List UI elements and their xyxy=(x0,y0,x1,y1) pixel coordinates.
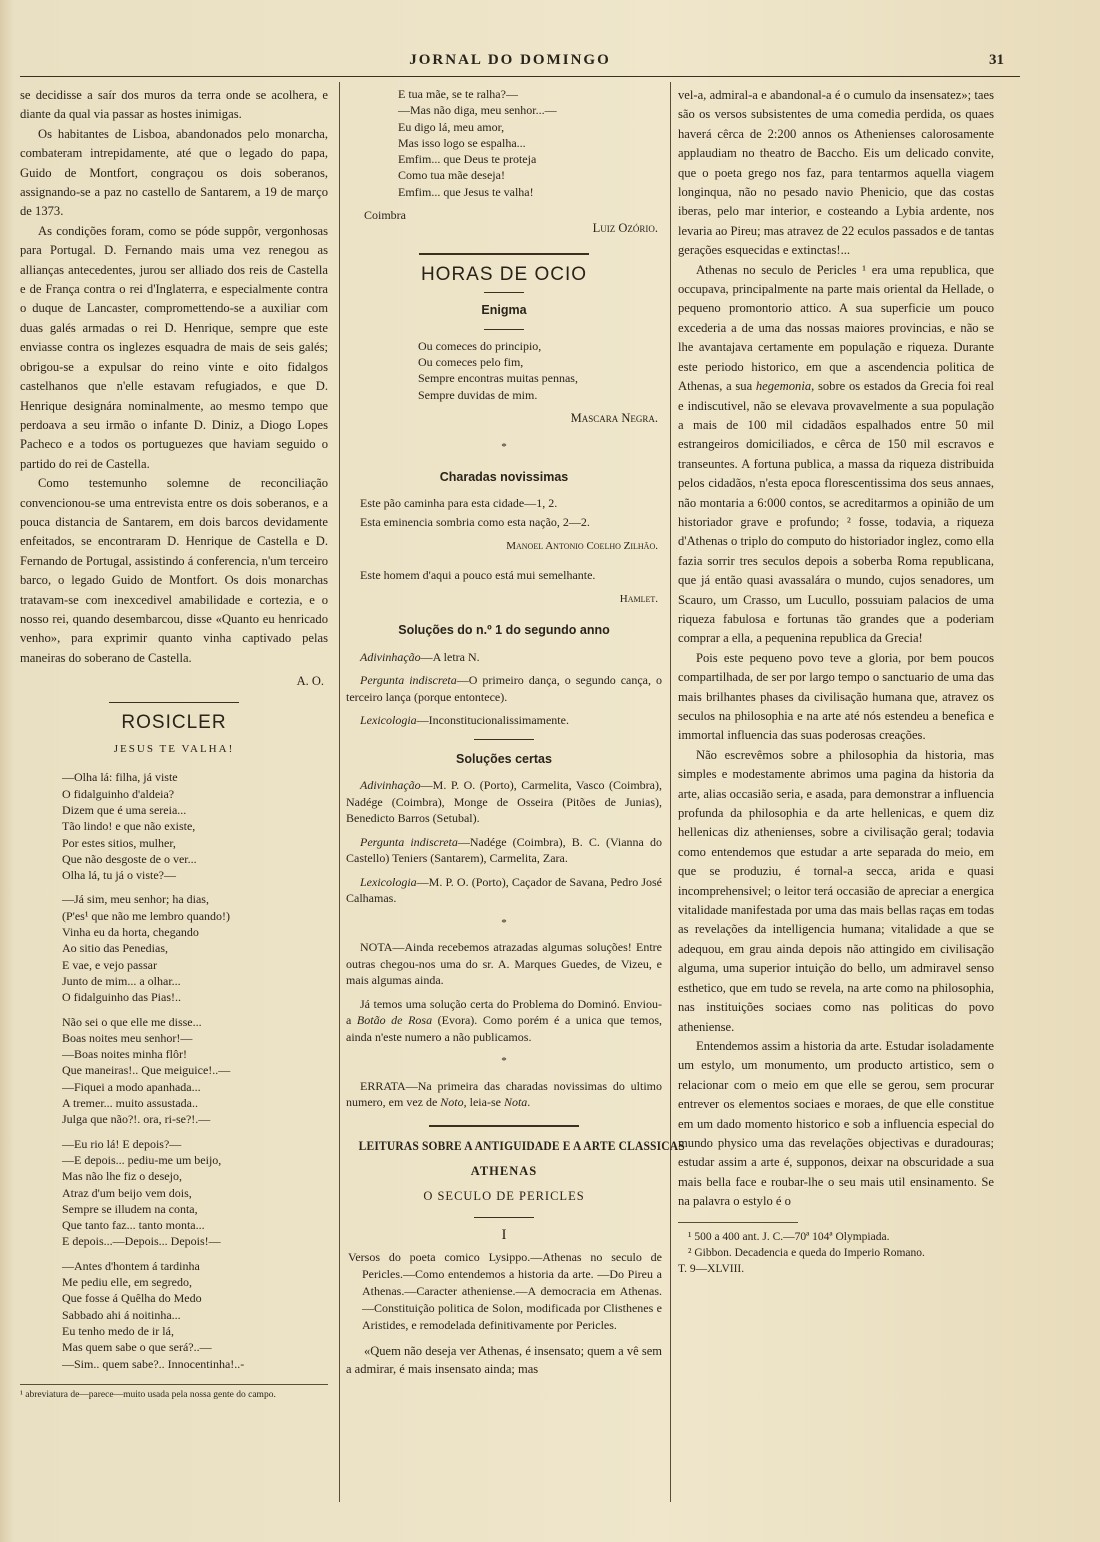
verse-line: —Sim.. quem sabe?.. Innocentinha!..- xyxy=(62,1356,245,1371)
poem-stanza xyxy=(20,769,328,883)
section-title: HORAS DE OCIO xyxy=(420,263,588,285)
column-2 xyxy=(346,86,685,1378)
paragraph: vel-a, admiral-a e abandonal-a é o cumulo da insensatez»; taes são os versos subsistentes de uma comedia perdida, os quaes haverá cêrca de 2:200 annos os Athenienses calorosamente applaudiam no theatro de Baccho. Eis um delicado convite, que o poeta grego nos faz, para tentarmos aquella viagem longinqua, não no pesado navio Phenicio, que das costas iberas, pelo mar interior, e costeando a Lybia ardente, nos levaria ao Pireu; mas atravez de 22 eculos passados e de tantas gerações esquecidas e extinctas!... xyxy=(678,88,994,258)
paragraph: se decidisse a saír dos muros da terra onde se acolhera, e diante da qual via passar as hostes inimigas. xyxy=(20,88,328,122)
verse-line: Olha lá, tu já o viste?— xyxy=(62,868,176,883)
article-subtitle-2: O SECULO DE PERICLES xyxy=(423,1189,585,1204)
verse-line: E tua mãe, se te ralha?— xyxy=(398,87,518,101)
verse-line: —Mas não diga, meu senhor...— xyxy=(398,103,557,118)
verse-line: E vae, e vejo passar xyxy=(62,957,157,972)
errata-text: ERRATA—Na primeira das charadas novissimas do ultimo numero, em vez de xyxy=(346,1078,662,1110)
verse-line: O fidalguinho das Pias!.. xyxy=(62,990,181,1005)
separator-star: * xyxy=(501,1055,507,1068)
verse-line: —Fiquei a modo apanhada... xyxy=(62,1079,201,1094)
poem-ending xyxy=(346,86,662,200)
solution-key: Adivinhação xyxy=(360,778,421,793)
verse-line: —Antes d'hontem á tardinha xyxy=(62,1258,200,1273)
poem-subtitle: JESUS TE VALHA! xyxy=(113,743,235,755)
poem-author: Luiz Ozório. xyxy=(592,221,658,236)
verse-line: Emfim... que Deus te proteja xyxy=(398,152,537,167)
poem-stanza xyxy=(20,1014,328,1128)
errata-word: Noto xyxy=(440,1095,464,1110)
verse-line: —Olha lá: filha, já viste xyxy=(62,770,178,785)
solution-key: Lexicologia xyxy=(360,874,417,889)
footnote-rule xyxy=(20,1384,328,1385)
solution-item xyxy=(346,777,662,827)
errata-paragraph xyxy=(346,1078,662,1111)
verse-line: Ou comeces do principio, xyxy=(418,338,542,353)
verse-line: —Eu rio lá! E depois?— xyxy=(62,1136,182,1151)
verse-line: A tremer... muito assustada.. xyxy=(62,1096,198,1111)
column-1 xyxy=(20,86,328,1402)
footnote: ¹ 500 a 400 ant. J. C.—70ª 104ª Olympiada. xyxy=(688,1230,890,1243)
page-number: 31 xyxy=(989,52,1004,68)
solution-key: Lexicologia xyxy=(360,713,417,728)
errata-text: . xyxy=(527,1095,531,1110)
verse-line: O fidalguinho d'aldeia? xyxy=(62,786,175,801)
enigma-author: Mascara Negra. xyxy=(570,410,658,425)
solution-value: —A letra N. xyxy=(420,649,480,664)
poem-place: Coimbra xyxy=(364,208,406,223)
verse-line: Que maneiras!.. Que meiguice!..— xyxy=(62,1063,231,1078)
section-rule xyxy=(474,1217,534,1218)
footnote-rule xyxy=(678,1222,798,1223)
section-rule xyxy=(109,702,239,703)
solution-item xyxy=(346,649,662,666)
tome-mark: T. 9—XLVIII. xyxy=(678,1262,745,1275)
separator-star: * xyxy=(501,441,507,454)
separator-star: * xyxy=(501,916,507,929)
solution-value: —Nadége (Coimbra), B. C. (Vianna do Castello) Teniers (Santarem), Carmelita, Zara. xyxy=(346,834,662,866)
verse-line: —Boas noites minha flôr! xyxy=(62,1047,187,1062)
section-rule xyxy=(484,329,524,330)
chapter-summary: Versos do poeta comico Lysippo.—Athenas no seculo de Pericles.—Como entendemos a historia da arte. —Do Pireu a Athenas.—Caracter atheniense.—A democracia em Athenas.—Constituição politica de Solon, modificada por Clisthenes e Aristides, e remodelada definitivamente por Pericles. xyxy=(348,1250,662,1333)
header-rule xyxy=(20,76,1020,77)
verse-line: Me pediu elle, em segredo, xyxy=(62,1275,192,1290)
column-3 xyxy=(678,86,994,1277)
poem-stanza xyxy=(20,891,328,1005)
solution-value: —O primeiro dança, o segundo cança, o terceiro lança (porque entontece). xyxy=(346,673,663,704)
paragraph: Não escrevêmos sobre a philosophia da historia, mas simples e modestamente abrimos uma pagina da historia da arte, alias occasião seria, e asada, para demonstrar a influencia profunda da philosophia e da arte hellenicas, e quem diz hellenicas diz athenienses, sobre a civilisação geral; todavia como entendemos que estudar a arte separada do meio, em que se produziu, é tornal-a secca, arida e quasi incomprehensivel; o leitor terá occasião de apreciar a energica vitalidade manifestada por uma das mais bellas raças em todas as revelações da intelligencia humana; vitalidade a que se adequou, em grau ainda depois não attingido em civilisação alguma, uma superior intuição do bello, um admiravel senso esthetico, que em tudo se revela, na arte como na philosophia, nas instituições sociaes como nas politicas do povo atheniense. xyxy=(678,747,994,1034)
verse-line: Julga que não?!. ora, ri-se?!.— xyxy=(62,1112,211,1127)
verse-line: Emfim... que Jesus te valha! xyxy=(398,184,534,199)
verse-line: Que fosse á Quêlha do Medo xyxy=(62,1291,202,1306)
verse-line: Mas quem sabe o que será?..— xyxy=(62,1340,212,1355)
verse-line: Sempre se illudem na conta, xyxy=(62,1201,198,1216)
paragraph: Entendemos assim a historia da arte. Estudar isoladamente um estylo, um monumento, um producto artistico, sem o relacionar com o meio em que elle se gerou, sem procurar entrever os elementos sociaes e moraes, de que elle constitue em um dado momento historico e sob a influencia especial do mundo physico uma das revelações objectivas e duradouras; estudar assim a arte é, supponos, deixar na obscuridade a sua mais bella face e roubar-lhe o seu mais util ensinamento. Se na palavra o estylo é o xyxy=(678,1038,994,1209)
poem-title: ROSICLER xyxy=(121,711,227,733)
paragraph: «Quem não deseja ver Athenas, é insensato; quem a vê sem a admirar, é mais insensato ainda; mas xyxy=(346,1344,662,1377)
verse-line: Que tanto faz... tanto monta... xyxy=(62,1218,205,1233)
verse-line: Por estes sitios, mulher, xyxy=(62,835,176,850)
solucoes-title: Soluções do n.º 1 do segundo anno xyxy=(398,623,610,638)
verse-line: —Já sim, meu senhor; ha dias, xyxy=(62,892,209,907)
note-paragraph: NOTA—Ainda recebemos atrazadas algumas soluções! Entre outras chegou-nos uma do sr. A. Marques Guedes, de Vizeu, e mais algumas ainda. xyxy=(346,940,662,988)
verse-line: Mas não lhe fiz o desejo, xyxy=(62,1169,182,1184)
paragraph: Como testemunho solemne de reconciliação convencionou-se uma entrevista entre os dois soberanos, e a pouca distancia de Santarem, em dois barcos devidamente enfeitados, se encontraram D. Henrique de Castella e D. Fernando de Portugal, assistindo á conferencia, n'um terceiro barco, o legado Guido de Montfort. Os dois monarchas tratavam-se com inexcedivel amabilidade e cortezia, e o nosso rei, quando desembarcou, disse «Quanto eu henricado venho», para exprimir quanto vinha captivado pelas maneiras do soberano de Castella. xyxy=(20,476,328,665)
footnote: ¹ abreviatura de—parece—muito usada pela nossa gente do campo. xyxy=(20,1389,276,1400)
verse-line: Atraz d'um beijo vem dois, xyxy=(62,1185,192,1200)
note-text: Já temos uma solução certa do Problema do Dominó. Enviou-a xyxy=(346,996,662,1028)
solution-key: Adivinhação xyxy=(360,649,421,664)
solution-item xyxy=(346,672,662,705)
verse-line: Tão lindo! e que não existe, xyxy=(62,819,196,834)
verse-line: Boas noites meu senhor!— xyxy=(62,1030,193,1045)
charadas-title: Charadas novissimas xyxy=(439,469,569,484)
section-rule xyxy=(484,292,524,293)
paragraph-text: Athenas no seculo de Pericles ¹ era uma republica, que occupava, principalmente na parte mais oriental da Hellade, o pequeno promontorio attico. A sua superficie um pouco excederia a de uma das nossas maiores provincias, e não se lhe avantajava certamente em população e riqueza. Durante este periodo historico, em que a ascendencia politica de Athenas, a sua xyxy=(678,262,994,394)
emphasis: hegemonia xyxy=(755,379,812,394)
note-text: (Evora). Como porém é a unica que temos, ainda n'este numero a não publicamos. xyxy=(346,1013,662,1044)
solution-value: —M. P. O. (Porto), Carmelita, Vasco (Coimbra), Nadége (Coimbra), Monge de Osseira (Pitões de Junias), Benedicto Barros (Setubal). xyxy=(346,778,662,826)
verse-line: Ou comeces pelo fim, xyxy=(418,355,524,369)
charada: Este pão caminha para esta cidade—1, 2. xyxy=(360,496,558,511)
enigma-verse xyxy=(346,338,662,403)
verse-line: Eu tenho medo de ir lá, xyxy=(62,1323,174,1338)
paragraph-text: , sobre os estados da Grecia foi real e indiscutivel, não se elevava provavelmente a sua população a mais de 100 mil cidadãos espalhados entre 50 mil estrangeiros domiciliados, e cêrca de 150 mil escravos e transeuntes. A fortuna publica, a massa da riqueza distribuida pelos cidadãos, n'esta epoca florescentissima dos seus annaes, não montaria a 6:000 contos, se acreditarmos a opinião de um historiador grave e profundo; ² fosse, todavia, a riqueza d'Athenas o triplo do computo do historiador inglez, como ella fazia sorrir tres seculos depois a soberba Roma republicana, que já então quasi avassalára o mundo, cujos senadores, um Scauro, um Crasso, um Lucullo, possuiam palacios de uma riqueza fabulosa e fortunas tão grandes que a poderiam comprar a ella, a pequenina republica da Grecia! xyxy=(678,379,994,646)
article-subtitle: ATHENAS xyxy=(470,1163,538,1178)
certas-title: Soluções certas xyxy=(456,751,552,766)
paragraph xyxy=(678,261,994,649)
verse-line: Sempre duvidas de mim. xyxy=(418,387,538,402)
note-paragraph xyxy=(346,996,662,1046)
paragraph: Os habitantes de Lisboa, abandonados pelo monarcha, combateram intrepidamente, até que o legado do papa, Guido de Montfort, congraçou os dois soberanos, assignando-se a paz no castello de Santarem, a 19 de março de 1373. xyxy=(20,126,328,219)
verse-line: E depois...—Depois... Depois!— xyxy=(62,1234,221,1249)
solution-key: Pergunta indiscreta xyxy=(360,834,458,849)
solution-item xyxy=(346,874,662,907)
charada: Esta eminencia sombria como esta nação, 2—2. xyxy=(360,514,590,529)
errata-text: , leia-se xyxy=(463,1095,504,1110)
verse-line: Mas isso logo se espalha... xyxy=(398,135,526,150)
solution-item xyxy=(346,834,662,867)
verse-line: Sabbado ahi á noitinha... xyxy=(62,1307,181,1322)
verse-line: Não sei o que elle me disse... xyxy=(62,1014,202,1029)
charada-author: Manoel Antonio Coelho Zilhão. xyxy=(506,540,658,553)
section-rule xyxy=(429,1125,579,1127)
poem-stanza xyxy=(20,1136,328,1250)
charada-author: Hamlet. xyxy=(619,593,658,606)
poem-stanza xyxy=(20,1258,328,1372)
verse-line: Eu digo lá, meu amor, xyxy=(398,119,505,134)
note-name: Botão de Rosa xyxy=(356,1013,433,1028)
solution-value: —Inconstitucionalissimamente. xyxy=(416,713,569,728)
solution-item xyxy=(346,712,662,729)
verse-line: Junto de mim... a olhar... xyxy=(62,973,181,988)
solution-value: —M. P. O. (Porto), Caçador de Savana, Pedro José Calhamas. xyxy=(346,874,662,906)
article-signature: A. O. xyxy=(296,674,324,689)
solution-key: Pergunta indiscreta xyxy=(360,673,457,688)
section-rule xyxy=(419,253,589,255)
column-divider-1 xyxy=(339,82,340,1502)
verse-line: (P'es¹ que não me lembro quando!) xyxy=(62,908,231,923)
errata-word: Nota xyxy=(503,1095,528,1110)
column-divider-2 xyxy=(670,82,671,1502)
charada: Este homem d'aqui a pouco está mui semelhante. xyxy=(360,567,596,582)
verse-line: Ao sitio das Penedias, xyxy=(62,941,168,956)
verse-line: —E depois... pediu-me um beijo, xyxy=(62,1152,222,1167)
verse-line: Vinha eu da horta, chegando xyxy=(62,925,199,940)
verse-line: Dizem que é uma sereia... xyxy=(62,803,187,817)
enigma-title: Enigma xyxy=(481,303,527,318)
footnote: ² Gibbon. Decadencia e queda do Imperio Romano. xyxy=(688,1246,925,1259)
article-title: LEITURAS SOBRE A ANTIGUIDADE E A ARTE CLASSICAS xyxy=(358,1138,685,1153)
paragraph: Pois este pequeno povo teve a gloria, por bem poucos compartilhada, de ser por largo tempo o sanctuario de uma das mais brilhantes phases da civilisação humana que, atravez os seculos na philosophia e na arte até nós estendeu a benefica e immortal influencia das suas poderosas creações. xyxy=(678,650,994,743)
paragraph: As condições foram, como se póde suppôr, vergonhosas para Portugal. D. Fernando mais uma vez renegou as allianças antecedentes, jurou ser alliado dos reis de Castella e de França contra o rei d'Inglaterra, e especialmente contra o duque de Lancaster, compromettendo-se a auxiliar com duas galés armadas o rei D. Henrique, sempre que este enviasse contra os inglezes esquadra de mais de seis galés; obrigou-se a expulsar do reino vinte e oito fidalgos castelhanos que n'elle estavam refugiados, e que D. Henrique designára nominalmente, ao mesmo tempo que perdoava a seu irmão o infante D. Diniz, a Diogo Lopes Pacheco e a todos os portuguezes que haviam seguido o partido do rei de Castella. xyxy=(20,223,328,471)
verse-line: Sempre encontras muitas pennas, xyxy=(418,371,578,386)
masthead-title: JORNAL DO DOMINGO xyxy=(409,52,611,68)
verse-line: Como tua mãe deseja! xyxy=(398,168,505,183)
chapter-number: I xyxy=(501,1226,507,1243)
verse-line: Que não desgoste de o ver... xyxy=(62,851,197,866)
section-rule xyxy=(474,739,534,740)
